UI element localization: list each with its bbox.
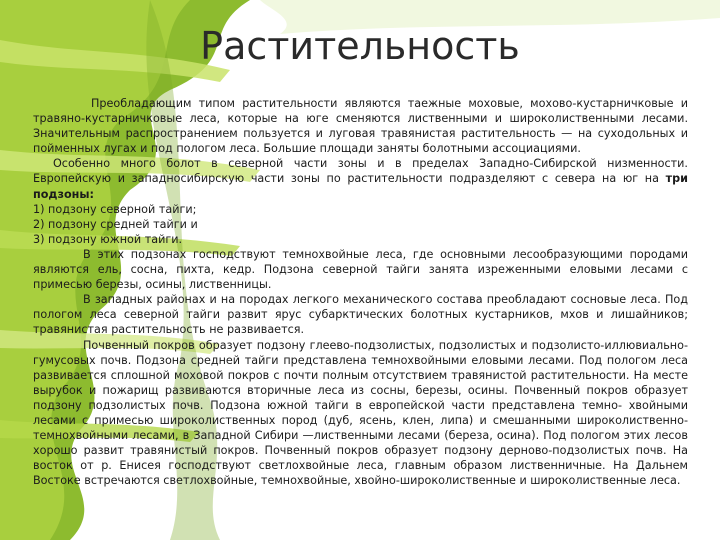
paragraph-vegetation-types: Преобладающим типом растительности являются таежные моховые, мохово-кустарничковые и травяно-кустарничковые леса, которые на юге сменяются лиственными и широколиственными лесами. Значительным распространением пользуется и луговая травянистая растительность — на суходольных и пойменных лугах и под пологом леса. Большие площади заняты болотными ассоциациями. bbox=[33, 97, 688, 156]
list-item-middle-taiga: 2) подзону средней тайги и bbox=[33, 217, 198, 231]
paragraph-swamps-subzones bbox=[33, 156, 688, 201]
paragraph-soil-cover: Почвенный покров образует подзону глеево-подзолистых, подзолистых и подзолисто-иллювиально-гумусовых почв. Подзона средней тайги представлена темнохвойными еловыми лесами. Под пологом леса развивается сплошной моховой покров с почти полным отсутствием травянистой растительности. На месте вырубок и пожарищ развиваются вторичные леса из сосны, березы, осины. Почвенный покров образует подзону подзолистых почв. Подзона южной тайги в европейской части представлена темно- хвойными лесами с примесью широколиственных пород (дуб, ясень, клен, липа) и смешанными широколиственно-темнохвойными лесами, в Западной Сибири —лиственными лесами (береза, осина). Под пологом этих лесов хорошо развит травянистый покров. Почвенный покров образует подзону дерново-подзолистых почв. На восток от р. Енисея господствуют светлохвойные леса, главным образом лиственничные. На Дальнем Востоке встречаются светлохвойные, темнохвойные, хвойно-широколиственные и широколиственные леса. bbox=[33, 338, 688, 488]
slide-body bbox=[33, 96, 688, 540]
list-item-north-taiga: 1) подзону северной тайги; bbox=[33, 202, 197, 216]
three-subzones-label: три подзоны: bbox=[33, 172, 688, 201]
slide-title: Растительность bbox=[200, 24, 520, 68]
paragraph-dark-coniferous: В этих подзонах господствуют темнохвойные леса, где основными лесообразующими породами являются ель, сосна, пихта, кедр. Подзона северной тайги занята изреженными еловыми лесами с примесью березы, осины, лиственницы. bbox=[33, 247, 688, 292]
paragraph-western-regions: В западных районах и на породах легкого механического состава преобладают сосновые леса. Под пологом леса северной тайги развит ярус субарктических болотных кустарников, мхов и лишайников; травянистая растительность не развивается. bbox=[33, 293, 688, 337]
paragraph-swamps-text: Особенно много болот в северной части зоны и в пределах Западно-Сибирской низменности. Европейскую и западносибирскую части зоны по растительности подразделяют с севера на юг на bbox=[33, 157, 688, 186]
list-item-south-taiga: 3) подзону южной тайги. bbox=[33, 232, 183, 246]
